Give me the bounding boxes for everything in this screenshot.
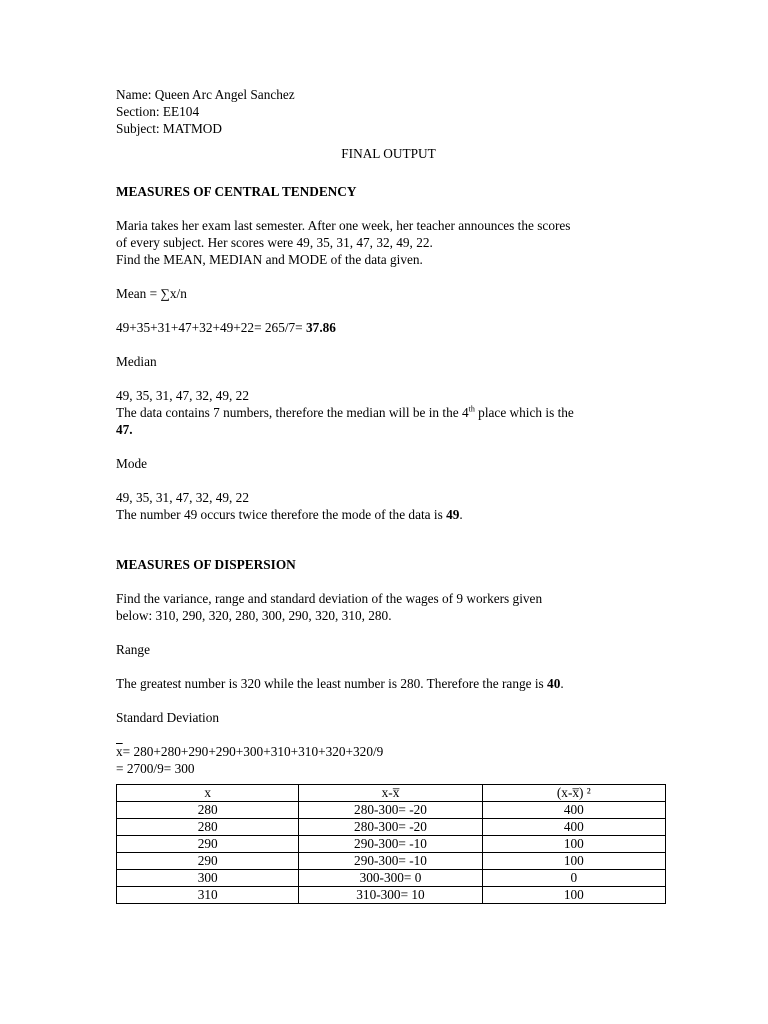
- mean-calc-text: 49+35+31+47+32+49+22= 265/7=: [116, 320, 307, 335]
- table-cell: 280-300= -20: [299, 802, 482, 819]
- xbar-symbol: $\overline{x}$: [116, 744, 123, 759]
- median-label: Median: [116, 354, 157, 369]
- table-cell: 280: [117, 802, 299, 819]
- table-cell: 290-300= -10: [299, 836, 482, 853]
- median-explanation: [116, 404, 661, 421]
- table-row: [117, 887, 666, 904]
- central-tendency-heading: MEASURES OF CENTRAL TENDENCY: [116, 184, 357, 199]
- median-text-b: place which is the: [474, 405, 574, 420]
- table-cell: 100: [482, 836, 665, 853]
- table-cell: 0: [482, 870, 665, 887]
- problem-1-line-3: Find the MEAN, MEDIAN and MODE of the data given.: [116, 252, 423, 267]
- mean-formula: Mean = ∑x/n: [116, 286, 187, 301]
- xbar-calc: = 280+280+290+290+300+310+310+320+320/9: [122, 744, 384, 759]
- student-subject: Subject: MATMOD: [116, 121, 223, 136]
- problem-2-line-1: Find the variance, range and standard deviation of the wages of 9 workers given: [116, 591, 543, 606]
- table-cell: 300: [117, 870, 299, 887]
- table-cell: 280: [117, 819, 299, 836]
- median-result-line: [116, 421, 661, 438]
- median-result: 47.: [116, 422, 133, 437]
- sd-label: Standard Deviation: [116, 710, 220, 725]
- table-cell: 310: [117, 887, 299, 904]
- range-result: 40: [547, 676, 561, 691]
- mode-label: Mode: [116, 456, 148, 471]
- mode-text: The number 49 occurs twice therefore the mode of the data is: [116, 507, 447, 522]
- table-cell: 280-300= -20: [299, 819, 482, 836]
- dispersion-heading: MEASURES OF DISPERSION: [116, 557, 296, 572]
- problem-1-line-1: Maria takes her exam last semester. After one week, her teacher announces the scores: [116, 218, 571, 233]
- table-row: [117, 853, 666, 870]
- table-row: [117, 819, 666, 836]
- median-data: 49, 35, 31, 47, 32, 49, 22: [116, 388, 249, 403]
- column-header-squared-deviation: (x-x̅) ²: [482, 785, 665, 802]
- table-cell: 400: [482, 819, 665, 836]
- table-cell: 100: [482, 853, 665, 870]
- deviation-table: [116, 784, 666, 904]
- mean-of-wages-result: = 2700/9= 300: [116, 761, 195, 776]
- table-cell: 290: [117, 836, 299, 853]
- table-row: [117, 836, 666, 853]
- mode-result: 49: [446, 507, 460, 522]
- table-cell: 300-300= 0: [299, 870, 482, 887]
- problem-1-line-2: of every subject. Her scores were 49, 35, 31, 47, 32, 49, 22.: [116, 235, 433, 250]
- range-period: .: [560, 676, 564, 691]
- mode-explanation: [116, 506, 661, 523]
- mode-data: 49, 35, 31, 47, 32, 49, 22: [116, 490, 249, 505]
- range-text: The greatest number is 320 while the least number is 280. Therefore the range is: [116, 676, 548, 691]
- table-cell: 100: [482, 887, 665, 904]
- table-cell: 290-300= -10: [299, 853, 482, 870]
- mean-of-wages-calc: [116, 743, 661, 760]
- student-name: Name: Queen Arc Angel Sanchez: [116, 87, 295, 102]
- median-text-sup: th: [468, 404, 475, 414]
- document-title: FINAL OUTPUT: [341, 146, 436, 161]
- student-section: Section: EE104: [116, 104, 200, 119]
- table-cell: 310-300= 10: [299, 887, 482, 904]
- table-row: [117, 802, 666, 819]
- column-header-x: x: [117, 785, 299, 802]
- problem-2-line-2: below: 310, 290, 320, 280, 300, 290, 320, 310, 280.: [116, 608, 392, 623]
- mode-period: .: [459, 507, 463, 522]
- table-cell: 400: [482, 802, 665, 819]
- mean-result: 37.86: [306, 320, 336, 335]
- column-header-deviation: x-x̅: [299, 785, 482, 802]
- document-page: [116, 86, 661, 904]
- table-header-row: [117, 785, 666, 802]
- median-text-a: The data contains 7 numbers, therefore the median will be in the 4: [116, 405, 469, 420]
- mean-calculation: [116, 319, 661, 336]
- table-row: [117, 870, 666, 887]
- range-label: Range: [116, 642, 150, 657]
- range-explanation: [116, 675, 661, 692]
- table-cell: 290: [117, 853, 299, 870]
